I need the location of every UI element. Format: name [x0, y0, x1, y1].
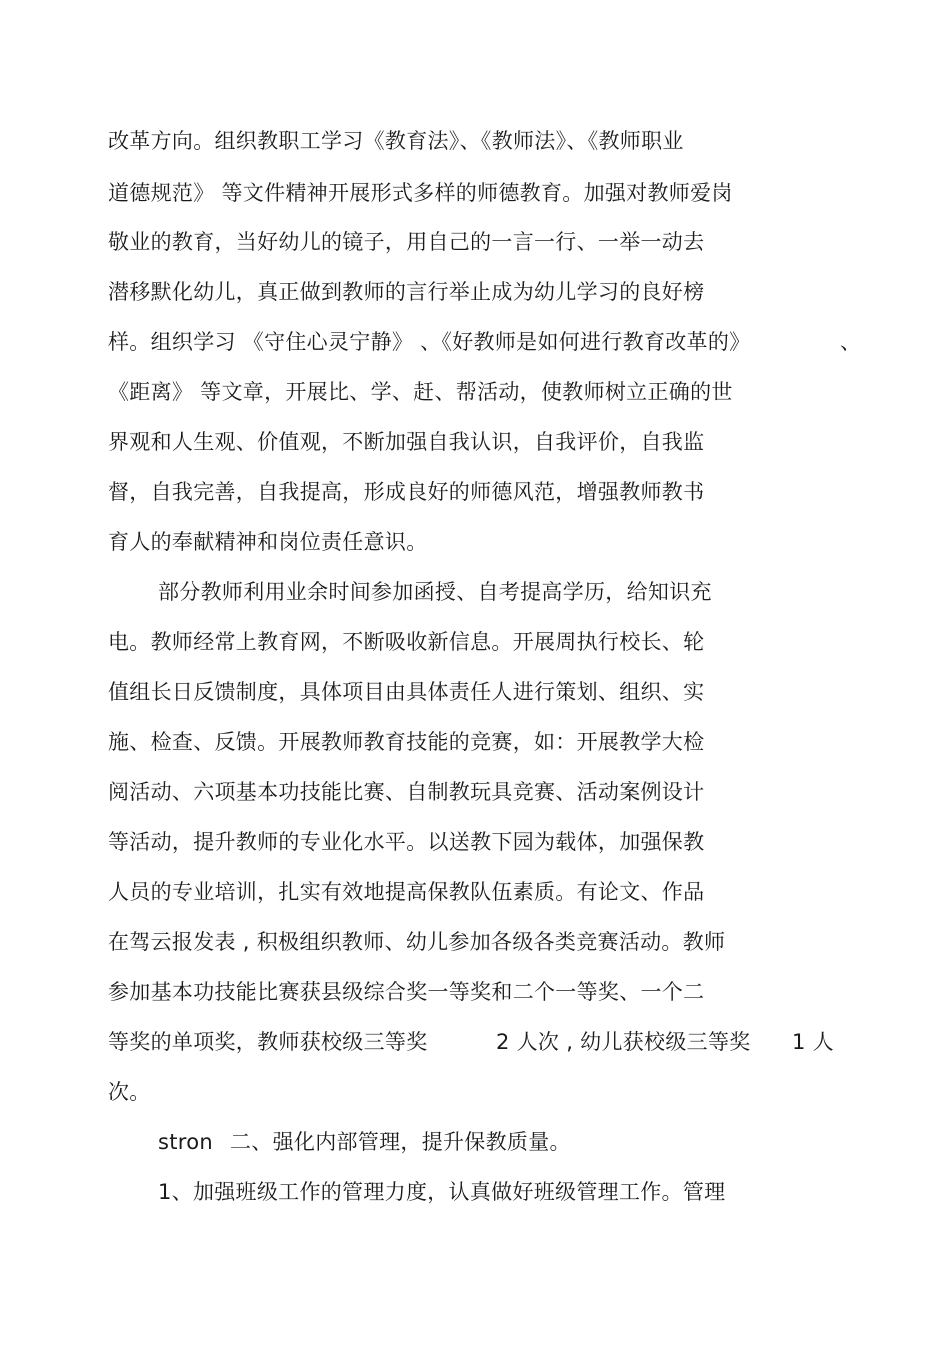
text-line: 《距离》 等文章，开展比、学、赶、帮活动，使教师树立正确的世	[108, 380, 733, 404]
text-line: 道德规范》 等文件精神开展形式多样的师德教育。加强对教师爱岗	[108, 181, 733, 205]
text-line: 潜移默化幼儿，真正做到教师的言行举止成为幼儿学习的良好榜	[108, 280, 705, 304]
text-line: stron	[158, 1130, 214, 1154]
text-line: 值组长日反馈制度，具体项目由具体责任人进行策划、组织、实	[108, 680, 705, 704]
text-line: 部分教师利用业余时间参加函授、自考提高学历，给知识充	[158, 580, 712, 604]
text-line: 施、检查、反馈。开展教师教育技能的竞赛，如：开展教学大检	[108, 730, 705, 754]
text-line: 参加基本功技能比赛获县级综合奖一等奖和二个一等奖、一个二	[108, 980, 705, 1004]
section-heading: 二、强化内部管理，提升保教质量。	[230, 1130, 571, 1154]
text-line: 改革方向。组织教职工学习《教育法》、《教师法》、《教师职业	[108, 129, 684, 153]
text-line: 电。教师经常上教育网，不断吸收新信息。开展周执行校长、轮	[108, 630, 705, 654]
text-line: 督，自我完善，自我提高，形成良好的师德风范，增强教师教书	[108, 480, 705, 504]
text-line: 2 人次 , 幼儿获校级三等奖	[496, 1030, 751, 1054]
text-line: 育人的奉献精神和岗位责任意识。	[108, 530, 428, 554]
text-line: 、	[840, 330, 862, 354]
text-line: 等奖的单项奖，教师获校级三等奖	[108, 1030, 428, 1054]
text-line: 样。组织学习 《守住心灵宁静》 、《好教师是如何进行教育改革的》	[108, 330, 751, 354]
text-line: 在驾云报发表 , 积极组织教师、幼儿参加各级各类竞赛活动。教师	[108, 930, 726, 954]
text-line: 1 人	[792, 1030, 834, 1054]
text-line: 等活动，提升教师的专业化水平。以送教下园为载体，加强保教	[108, 830, 705, 854]
text-line: 敬业的教育，当好幼儿的镜子，用自己的一言一行、一举一动去	[108, 230, 705, 254]
text-line: 阅活动、六项基本功技能比赛、自制教玩具竞赛、活动案例设计	[108, 780, 705, 804]
text-line: 界观和人生观、价值观，不断加强自我认识，自我评价，自我监	[108, 430, 705, 454]
text-line: 1、加强班级工作的管理力度，认真做好班级管理工作。管理	[158, 1180, 726, 1204]
text-line: 人员的专业培训，扎实有效地提高保教队伍素质。有论文、作品	[108, 880, 705, 904]
text-line: 次。	[108, 1080, 151, 1104]
